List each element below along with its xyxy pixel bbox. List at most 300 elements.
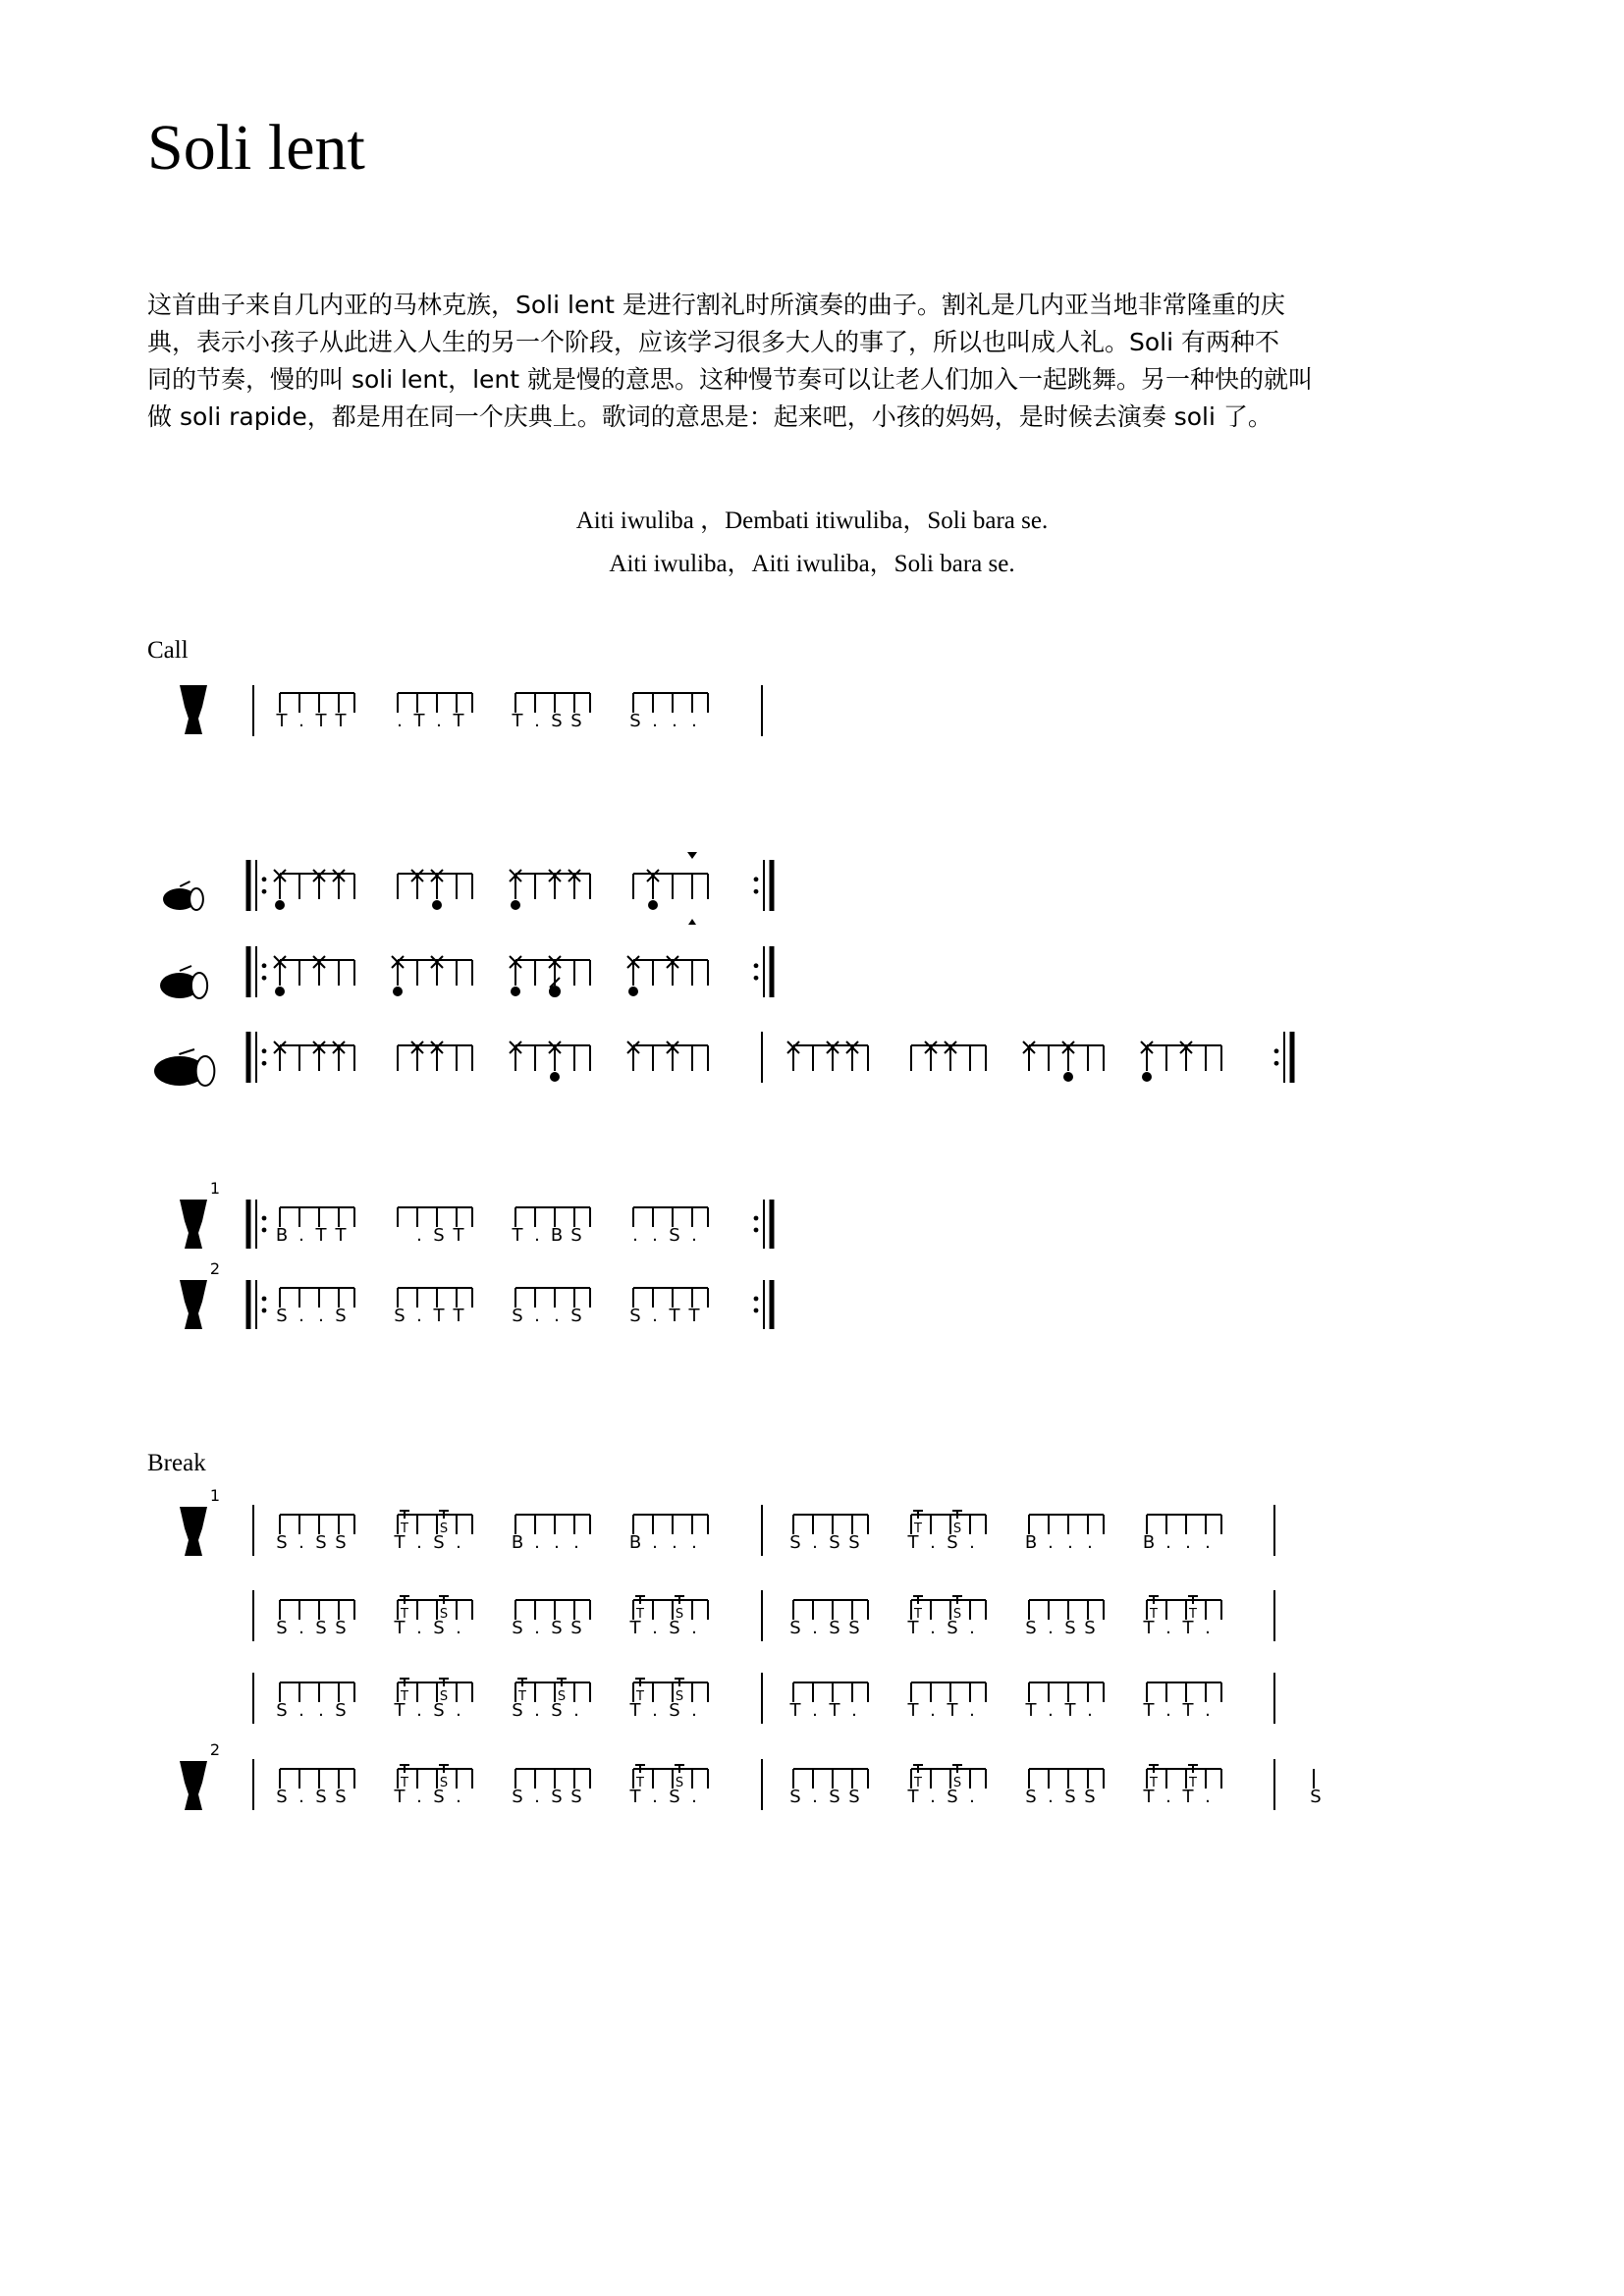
accent-mark	[687, 852, 697, 859]
stroke-letter: S	[551, 1787, 563, 1807]
djembe-icon	[180, 1179, 220, 1249]
break-row	[180, 1740, 1322, 1810]
drum-stick	[180, 966, 191, 971]
rest-dot: .	[930, 1618, 936, 1638]
beat-group	[907, 1765, 987, 1807]
flam-grace: T	[636, 1607, 644, 1622]
rest-dot: .	[652, 1225, 658, 1246]
beat-group	[1025, 1600, 1104, 1638]
stroke-letter: S	[433, 1532, 445, 1553]
stroke-letter: S	[335, 1306, 347, 1326]
stroke-letter: S	[1025, 1787, 1037, 1807]
beat-group	[1025, 1515, 1104, 1553]
stroke-letter: S	[315, 1787, 327, 1807]
beat-group	[1143, 1765, 1222, 1807]
stroke-letter: S	[276, 1532, 288, 1553]
stroke-letter: S	[570, 1787, 582, 1807]
beat-group	[510, 870, 590, 910]
rest-dot: .	[436, 711, 442, 731]
repeat-dot	[262, 1216, 267, 1221]
stroke-letter: S	[570, 1618, 582, 1638]
stroke-letter: S	[335, 1700, 347, 1721]
stroke-letter: T	[512, 1225, 523, 1246]
rest-dot: .	[652, 1306, 658, 1326]
repeat-start	[248, 946, 266, 997]
rest-dot: .	[554, 1306, 560, 1326]
repeat-dot	[754, 1308, 759, 1313]
break-row	[253, 1673, 1274, 1724]
beat-group	[789, 1769, 868, 1807]
rest-dot: .	[456, 1618, 461, 1638]
stroke-letter: S	[829, 1787, 840, 1807]
drum-note	[511, 900, 520, 910]
stroke-letter: T	[1143, 1618, 1155, 1638]
djembe-icon	[180, 1486, 220, 1556]
stroke-letter: S	[1064, 1618, 1076, 1638]
djembe-shape	[180, 1200, 207, 1249]
drum-note	[275, 987, 285, 996]
rest-dot: .	[534, 711, 540, 731]
beat-group	[394, 1765, 473, 1807]
stroke-letter: S	[829, 1532, 840, 1553]
stroke-letter: T	[829, 1700, 840, 1721]
beat-group	[394, 1511, 473, 1553]
stroke-letter: S	[394, 1306, 406, 1326]
repeat-start	[248, 1280, 266, 1329]
stroke-letter: S	[512, 1700, 523, 1721]
rest-dot: .	[1165, 1618, 1171, 1638]
stroke-letter: S	[1310, 1787, 1322, 1807]
stroke-letter: S	[512, 1306, 523, 1326]
stroke-letter: T	[453, 1225, 464, 1246]
rest-dot: .	[416, 1532, 422, 1553]
stroke-letter: T	[276, 711, 288, 731]
rest-dot: .	[416, 1225, 422, 1246]
stroke-letter: S	[848, 1618, 860, 1638]
rest-dot: .	[652, 1787, 658, 1807]
beat-group	[394, 1596, 473, 1638]
repeat-dot	[262, 1228, 267, 1233]
stroke-letter: S	[335, 1618, 347, 1638]
stroke-letter: S	[789, 1787, 801, 1807]
flam-grace: T	[401, 1607, 408, 1622]
beat-group	[274, 1041, 354, 1071]
stroke-letter: T	[1182, 1618, 1194, 1638]
beat-group	[398, 1207, 472, 1246]
djembe-icon	[180, 1740, 220, 1810]
stroke-letter: S	[669, 1700, 680, 1721]
flam-grace: S	[952, 1776, 962, 1790]
stroke-letter: T	[433, 1306, 445, 1326]
lyrics-line-2: Aiti iwuliba，Aiti iwuliba，Soli bara se.	[609, 551, 1015, 577]
beat-group	[907, 1682, 987, 1721]
drum-note	[1142, 1072, 1152, 1082]
repeat-end	[754, 946, 772, 997]
stroke-letter: S	[1064, 1787, 1076, 1807]
rest-dot: .	[691, 1787, 697, 1807]
rest-dot: .	[1165, 1700, 1171, 1721]
rest-dot: .	[1165, 1532, 1171, 1553]
rest-dot: .	[812, 1787, 818, 1807]
stroke-letter: T	[315, 711, 327, 731]
flam-grace: S	[557, 1689, 567, 1704]
djembe-shape	[180, 685, 207, 734]
repeat-dot	[262, 963, 267, 968]
beat-group	[512, 1515, 590, 1553]
repeat-dot	[262, 976, 267, 981]
rest-dot: .	[534, 1306, 540, 1326]
stroke-letter: S	[276, 1700, 288, 1721]
flam-grace: S	[439, 1607, 449, 1622]
stroke-letter: T	[335, 711, 347, 731]
beat-group	[397, 693, 472, 731]
rest-dot: .	[534, 1225, 540, 1246]
stroke-letter: S	[315, 1532, 327, 1553]
stroke-letter: T	[1182, 1787, 1194, 1807]
stroke-letter: T	[1143, 1787, 1155, 1807]
beat-group	[512, 1769, 590, 1807]
beat-group	[276, 1600, 354, 1638]
rest-dot: .	[969, 1532, 975, 1553]
page-title: Soli lent	[147, 112, 365, 184]
drum-head	[196, 1056, 215, 1086]
rest-dot: .	[1048, 1618, 1054, 1638]
flam-grace: S	[439, 1776, 449, 1790]
stroke-letter: S	[433, 1700, 445, 1721]
drum-note	[550, 1072, 560, 1082]
repeat-dot	[262, 1061, 267, 1066]
flam-grace: T	[636, 1776, 644, 1790]
stroke-letter: T	[1182, 1700, 1194, 1721]
stroke-letter: T	[669, 1306, 680, 1326]
stroke-letter: B	[628, 1532, 642, 1553]
repeat-dot	[262, 1308, 267, 1313]
rest-dot: .	[318, 1700, 324, 1721]
flam-grace: T	[1189, 1776, 1197, 1790]
stroke-letter: T	[453, 711, 464, 731]
flam-grace: S	[675, 1689, 684, 1704]
beat-group	[392, 956, 472, 996]
stroke-letter: S	[789, 1618, 801, 1638]
dundunba-staff	[154, 1032, 1292, 1086]
beat-group	[627, 956, 708, 996]
flam-grace: S	[439, 1522, 449, 1536]
repeat-start	[248, 1200, 266, 1249]
rest-dot: .	[534, 1532, 540, 1553]
rest-dot: .	[456, 1532, 461, 1553]
rest-dot: .	[397, 711, 403, 731]
stroke-letter: B	[550, 1225, 564, 1246]
beat-group	[1023, 1041, 1104, 1082]
beat-group	[512, 1207, 591, 1246]
repeat-dot	[754, 1216, 759, 1221]
rest-dot: .	[672, 711, 677, 731]
djembe-number: 1	[209, 1179, 221, 1198]
stroke-letter: T	[789, 1700, 801, 1721]
rest-dot: .	[652, 1700, 658, 1721]
beat-group	[627, 1041, 708, 1071]
beat-group	[907, 1596, 987, 1638]
stroke-letter: T	[688, 1306, 700, 1326]
rest-dot: .	[298, 1787, 304, 1807]
drum-stick	[179, 1049, 194, 1054]
djembe-number: 2	[209, 1259, 221, 1278]
beat-group	[1143, 1596, 1222, 1638]
drum-note	[511, 987, 520, 996]
break-label: Break	[147, 1450, 206, 1476]
stroke-letter: S	[570, 1306, 582, 1326]
stroke-letter: T	[1064, 1700, 1076, 1721]
rest-dot: .	[1067, 1532, 1073, 1553]
repeat-end	[754, 1200, 772, 1249]
rest-dot: .	[298, 711, 304, 731]
flam-grace: T	[401, 1522, 408, 1536]
rest-dot: .	[554, 1532, 560, 1553]
rest-dot: .	[534, 1618, 540, 1638]
drum-note	[628, 987, 638, 996]
drum-stick	[180, 881, 189, 886]
beat-group	[510, 1041, 590, 1082]
stroke-letter: S	[433, 1618, 445, 1638]
stroke-letter: S	[829, 1618, 840, 1638]
repeat-end	[754, 860, 772, 911]
rest-dot: .	[691, 1532, 697, 1553]
repeat-dot	[1274, 1061, 1279, 1066]
stroke-letter: S	[669, 1618, 680, 1638]
stroke-letter: S	[848, 1787, 860, 1807]
beat-group	[276, 1515, 354, 1553]
beat-group	[398, 1041, 472, 1071]
rest-dot: .	[1205, 1532, 1211, 1553]
stroke-letter: T	[907, 1618, 919, 1638]
sangban-staff	[160, 946, 772, 998]
repeat-dot	[754, 976, 759, 981]
beat-group	[512, 1600, 590, 1638]
rest-dot: .	[1048, 1787, 1054, 1807]
stroke-letter: S	[669, 1225, 680, 1246]
stroke-letter: S	[551, 1618, 563, 1638]
drum-note	[648, 900, 658, 910]
repeat-dot	[262, 889, 267, 894]
beat-group	[1141, 1041, 1221, 1082]
rest-dot: .	[930, 1532, 936, 1553]
stroke-letter: T	[907, 1532, 919, 1553]
rest-dot: .	[930, 1787, 936, 1807]
stroke-letter: T	[629, 1618, 641, 1638]
stroke-letter: S	[947, 1532, 958, 1553]
repeat-dot	[754, 1297, 759, 1302]
rest-dot: .	[298, 1306, 304, 1326]
beat-group	[276, 1288, 354, 1326]
drum-note	[275, 900, 285, 910]
stroke-letter: T	[629, 1700, 641, 1721]
stroke-letter: S	[947, 1787, 958, 1807]
beat-group	[276, 1769, 354, 1807]
beat-group	[632, 1207, 708, 1246]
beat-group	[1143, 1515, 1221, 1553]
repeat-dot	[262, 1297, 267, 1302]
rest-dot: .	[691, 1618, 697, 1638]
intro-line: 典，表示小孩子从此进入人生的另一个阶段，应该学习很多大人的事了，所以也叫成人礼。Soli 有两种不	[147, 328, 1280, 356]
djembe-number: 2	[209, 1740, 221, 1759]
flam-grace: T	[914, 1607, 922, 1622]
rest-dot: .	[298, 1225, 304, 1246]
stroke-letter: S	[1084, 1787, 1096, 1807]
djembe-shape	[180, 1761, 207, 1810]
stroke-letter: T	[315, 1225, 327, 1246]
stroke-letter: T	[453, 1306, 464, 1326]
beat-group	[787, 1041, 868, 1071]
repeat-dot	[262, 877, 267, 881]
rest-dot: .	[318, 1306, 324, 1326]
stroke-letter: S	[335, 1532, 347, 1553]
rest-dot: .	[416, 1306, 422, 1326]
flam-grace: T	[401, 1689, 408, 1704]
beat-group	[789, 1600, 868, 1638]
stroke-letter: B	[511, 1532, 524, 1553]
rest-dot: .	[1205, 1700, 1211, 1721]
rest-dot: .	[534, 1700, 540, 1721]
repeat-start	[248, 1032, 266, 1083]
stroke-letter: B	[275, 1225, 289, 1246]
stroke-letter: S	[551, 711, 563, 731]
rest-dot: .	[672, 1532, 677, 1553]
stroke-letter: S	[335, 1787, 347, 1807]
stroke-letter: T	[907, 1787, 919, 1807]
stroke-letter: S	[276, 1787, 288, 1807]
stroke-letter: S	[1084, 1618, 1096, 1638]
stroke-letter: S	[629, 1306, 641, 1326]
stroke-letter: T	[335, 1225, 347, 1246]
stroke-letter: T	[947, 1700, 958, 1721]
stroke-letter: S	[433, 1787, 445, 1807]
rest-dot: .	[1087, 1700, 1093, 1721]
stroke-letter: S	[947, 1618, 958, 1638]
flam-grace: S	[675, 1776, 684, 1790]
rest-dot: .	[298, 1532, 304, 1553]
beat-group	[789, 1515, 868, 1553]
stroke-letter: T	[413, 711, 425, 731]
flam-grace: T	[914, 1522, 922, 1536]
stroke-letter: T	[512, 711, 523, 731]
stroke-letter: T	[1025, 1700, 1037, 1721]
beat-group	[1025, 1682, 1105, 1721]
beat-group	[1143, 1682, 1222, 1721]
djembe-number: 1	[209, 1486, 221, 1505]
rest-dot: .	[652, 1618, 658, 1638]
stroke-letter: S	[276, 1306, 288, 1326]
stroke-letter: S	[629, 711, 641, 731]
intro-line: 这首曲子来自几内亚的马林克族，Soli lent 是进行割礼时所演奏的曲子。割礼是几内亚当地非常隆重的庆	[147, 291, 1285, 319]
rest-dot: .	[416, 1700, 422, 1721]
rest-dot: .	[416, 1618, 422, 1638]
beat-group	[911, 1041, 986, 1071]
kenkeni-staff	[163, 860, 772, 911]
intro-line: 做 soli rapide，都是用在同一个庆典上。歌词的意思是：起来吧，小孩的妈妈，是时候去演奏 soli 了。	[147, 402, 1272, 431]
rest-dot: .	[812, 1618, 818, 1638]
stroke-letter: B	[1142, 1532, 1156, 1553]
rest-dot: .	[1165, 1787, 1171, 1807]
beat-group	[629, 1596, 709, 1638]
djembe-shape	[180, 1280, 207, 1329]
beat-group	[394, 1679, 473, 1721]
drum-head	[191, 973, 207, 998]
rest-dot: .	[456, 1787, 461, 1807]
break-row	[180, 1486, 1274, 1556]
rest-dot: .	[1048, 1532, 1054, 1553]
rest-dot: .	[573, 1532, 579, 1553]
beat-group	[274, 956, 354, 996]
rest-dot: .	[691, 1225, 697, 1246]
beat-group	[394, 1288, 472, 1326]
rest-dot: .	[691, 1700, 697, 1721]
beat-group	[512, 1288, 590, 1326]
rest-dot: .	[1205, 1787, 1211, 1807]
rest-dot: .	[573, 1700, 579, 1721]
flam-grace: S	[952, 1607, 962, 1622]
rest-dot: .	[930, 1700, 936, 1721]
sangban-icon	[160, 966, 207, 998]
beat-group	[629, 1288, 708, 1326]
beat-group	[510, 956, 590, 996]
flam-grace: T	[1189, 1607, 1197, 1622]
repeat-dot	[754, 889, 759, 894]
repeat-dot	[1274, 1048, 1279, 1053]
intro-line: 同的节奏，慢的叫 soli lent，lent 就是慢的意思。这种慢节奏可以让老人们加入一起跳舞。另一种快的就叫	[147, 365, 1314, 394]
beat-group	[276, 1682, 354, 1721]
stroke-letter: S	[512, 1618, 523, 1638]
stroke-letter: T	[394, 1618, 406, 1638]
rest-dot: .	[1205, 1618, 1211, 1638]
beat-group	[1025, 1769, 1104, 1807]
flam-grace: T	[636, 1689, 644, 1704]
rest-dot: .	[632, 1225, 638, 1246]
beat-group	[907, 1511, 987, 1553]
beat-group	[398, 870, 472, 910]
repeat-dot	[754, 963, 759, 968]
beat-group	[512, 1679, 590, 1721]
flam-grace: T	[914, 1776, 922, 1790]
repeat-dot	[754, 877, 759, 881]
stroke-letter: S	[570, 1225, 582, 1246]
flam-grace: T	[518, 1689, 526, 1704]
rest-dot: .	[969, 1618, 975, 1638]
repeat-end	[1274, 1032, 1292, 1083]
rest-dot: .	[851, 1700, 857, 1721]
flam-grace: T	[1150, 1607, 1158, 1622]
beat-group	[276, 693, 355, 731]
repeat-dot	[262, 1048, 267, 1053]
break-row	[253, 1590, 1274, 1641]
rest-dot: .	[652, 711, 658, 731]
stroke-letter: S	[669, 1787, 680, 1807]
repeat-start	[248, 860, 266, 911]
dundunba-icon	[154, 1049, 214, 1086]
beat-group	[789, 1682, 869, 1721]
stroke-letter: T	[394, 1700, 406, 1721]
rest-dot: .	[298, 1700, 304, 1721]
stroke-letter: T	[1143, 1700, 1155, 1721]
drum-note	[393, 987, 403, 996]
rest-dot: .	[298, 1618, 304, 1638]
drum-head	[189, 888, 203, 910]
stroke-letter: S	[570, 711, 582, 731]
rest-dot: .	[691, 711, 697, 731]
lyrics-line-1: Aiti iwuliba ，Dembati itiwuliba，Soli bara se.	[575, 507, 1049, 534]
drum-note	[432, 900, 442, 910]
stroke-letter: S	[433, 1225, 445, 1246]
beat-group	[274, 870, 354, 910]
